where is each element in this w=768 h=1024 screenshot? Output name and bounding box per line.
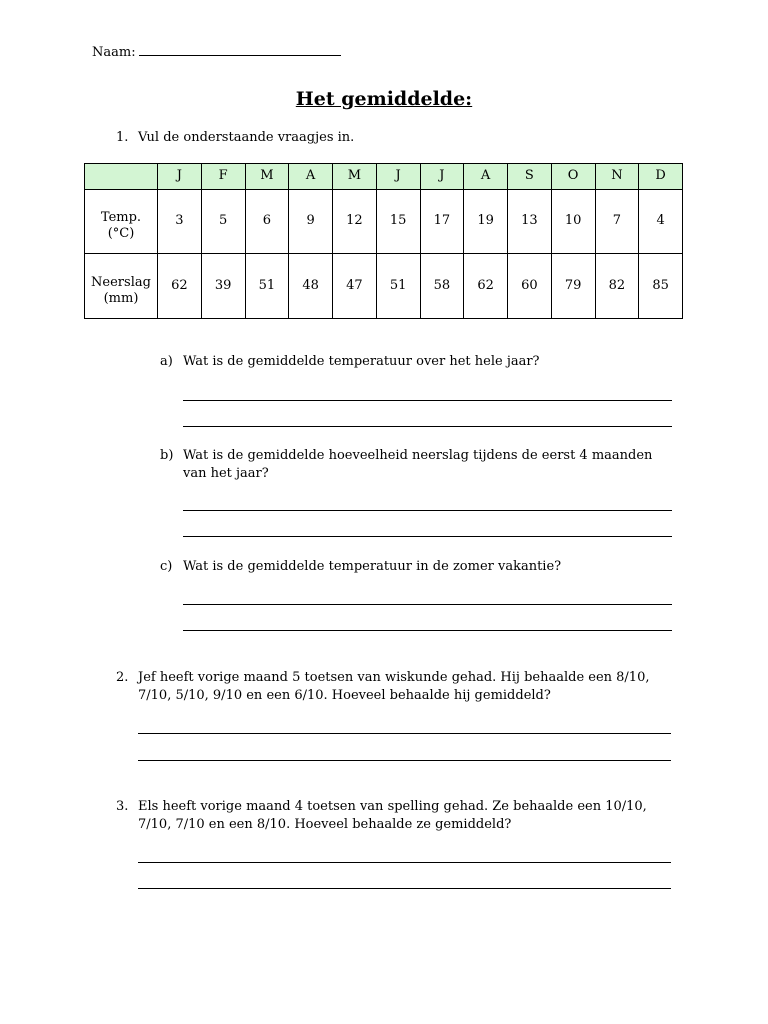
rain-cell: 85 (639, 254, 683, 319)
answer-line[interactable] (183, 510, 672, 511)
month-cell: A (464, 164, 508, 190)
temp-label: Temp. (100, 210, 142, 226)
temp-cell: 4 (639, 189, 683, 254)
month-cell: M (245, 164, 289, 190)
temp-cell: 19 (464, 189, 508, 254)
table-row-rain (85, 254, 683, 319)
temp-cell: 3 (158, 189, 202, 254)
month-cell: F (201, 164, 245, 190)
answer-line[interactable] (183, 426, 672, 427)
answer-line[interactable] (138, 888, 671, 889)
rain-cell: 79 (551, 254, 595, 319)
temp-cell: 12 (333, 189, 377, 254)
rain-cell: 39 (201, 254, 245, 319)
answer-line[interactable] (138, 760, 671, 761)
q1c-letter: c) (160, 559, 173, 574)
table-row-months (85, 164, 683, 190)
temp-label-cell (85, 189, 158, 254)
name-input-line[interactable] (139, 43, 341, 56)
month-cell: A (289, 164, 333, 190)
temp-cell: 6 (245, 189, 289, 254)
answer-line[interactable] (138, 733, 671, 734)
month-cell: O (551, 164, 595, 190)
answer-line[interactable] (183, 536, 672, 537)
month-cell: D (639, 164, 683, 190)
q3-text-line1: Els heeft vorige maand 4 toetsen van spelling gehad. Ze behaalde een 10/10, (138, 799, 647, 814)
q1-number: 1. (116, 130, 129, 145)
rain-label: Neerslag (91, 275, 151, 291)
name-field (92, 43, 341, 62)
temp-cell: 7 (595, 189, 639, 254)
temp-cell: 17 (420, 189, 464, 254)
answer-line[interactable] (138, 862, 671, 863)
rain-cell: 62 (158, 254, 202, 319)
temp-cell: 5 (201, 189, 245, 254)
rain-cell: 60 (508, 254, 552, 319)
climate-table (84, 163, 683, 319)
rain-cell: 82 (595, 254, 639, 319)
q1a-text: Wat is de gemiddelde temperatuur over het hele jaar? (183, 354, 540, 369)
rain-unit: (mm) (103, 291, 139, 307)
q1b-text-line2: van het jaar? (183, 466, 269, 481)
q2-text-line2: 7/10, 5/10, 9/10 en een 6/10. Hoeveel behaalde hij gemiddeld? (138, 688, 551, 703)
rain-cell: 51 (376, 254, 420, 319)
temp-cell: 9 (289, 189, 333, 254)
temp-unit: (°C) (107, 226, 135, 242)
month-cell: M (333, 164, 377, 190)
q1b-letter: b) (160, 448, 174, 463)
rain-cell: 47 (333, 254, 377, 319)
rain-cell: 58 (420, 254, 464, 319)
temp-cell: 15 (376, 189, 420, 254)
rain-cell: 48 (289, 254, 333, 319)
month-cell: J (420, 164, 464, 190)
q2-number: 2. (116, 670, 129, 685)
month-cell: J (158, 164, 202, 190)
month-cell: N (595, 164, 639, 190)
rain-cell: 51 (245, 254, 289, 319)
month-cell: S (508, 164, 552, 190)
q3-text-line2: 7/10, 7/10 en een 8/10. Hoeveel behaalde ze gemiddeld? (138, 817, 512, 832)
q1-text: Vul de onderstaande vraagjes in. (138, 130, 355, 145)
q3-number: 3. (116, 799, 129, 814)
table-corner-cell (85, 164, 158, 190)
rain-label-cell (85, 254, 158, 319)
answer-line[interactable] (183, 604, 672, 605)
q1b-text-line1: Wat is de gemiddelde hoeveelheid neerslag tijdens de eerst 4 maanden (183, 448, 653, 463)
q2-text-line1: Jef heeft vorige maand 5 toetsen van wiskunde gehad. Hij behaalde een 8/10, (138, 670, 650, 685)
rain-cell: 62 (464, 254, 508, 319)
q1c-text: Wat is de gemiddelde temperatuur in de zomer vakantie? (183, 559, 562, 574)
page-title: Het gemiddelde: (295, 88, 473, 110)
temp-cell: 10 (551, 189, 595, 254)
temp-cell: 13 (508, 189, 552, 254)
table-row-temp (85, 189, 683, 254)
name-label: Naam: (92, 45, 136, 60)
q1a-letter: a) (160, 354, 173, 369)
answer-line[interactable] (183, 400, 672, 401)
month-cell: J (376, 164, 420, 190)
answer-line[interactable] (183, 630, 672, 631)
